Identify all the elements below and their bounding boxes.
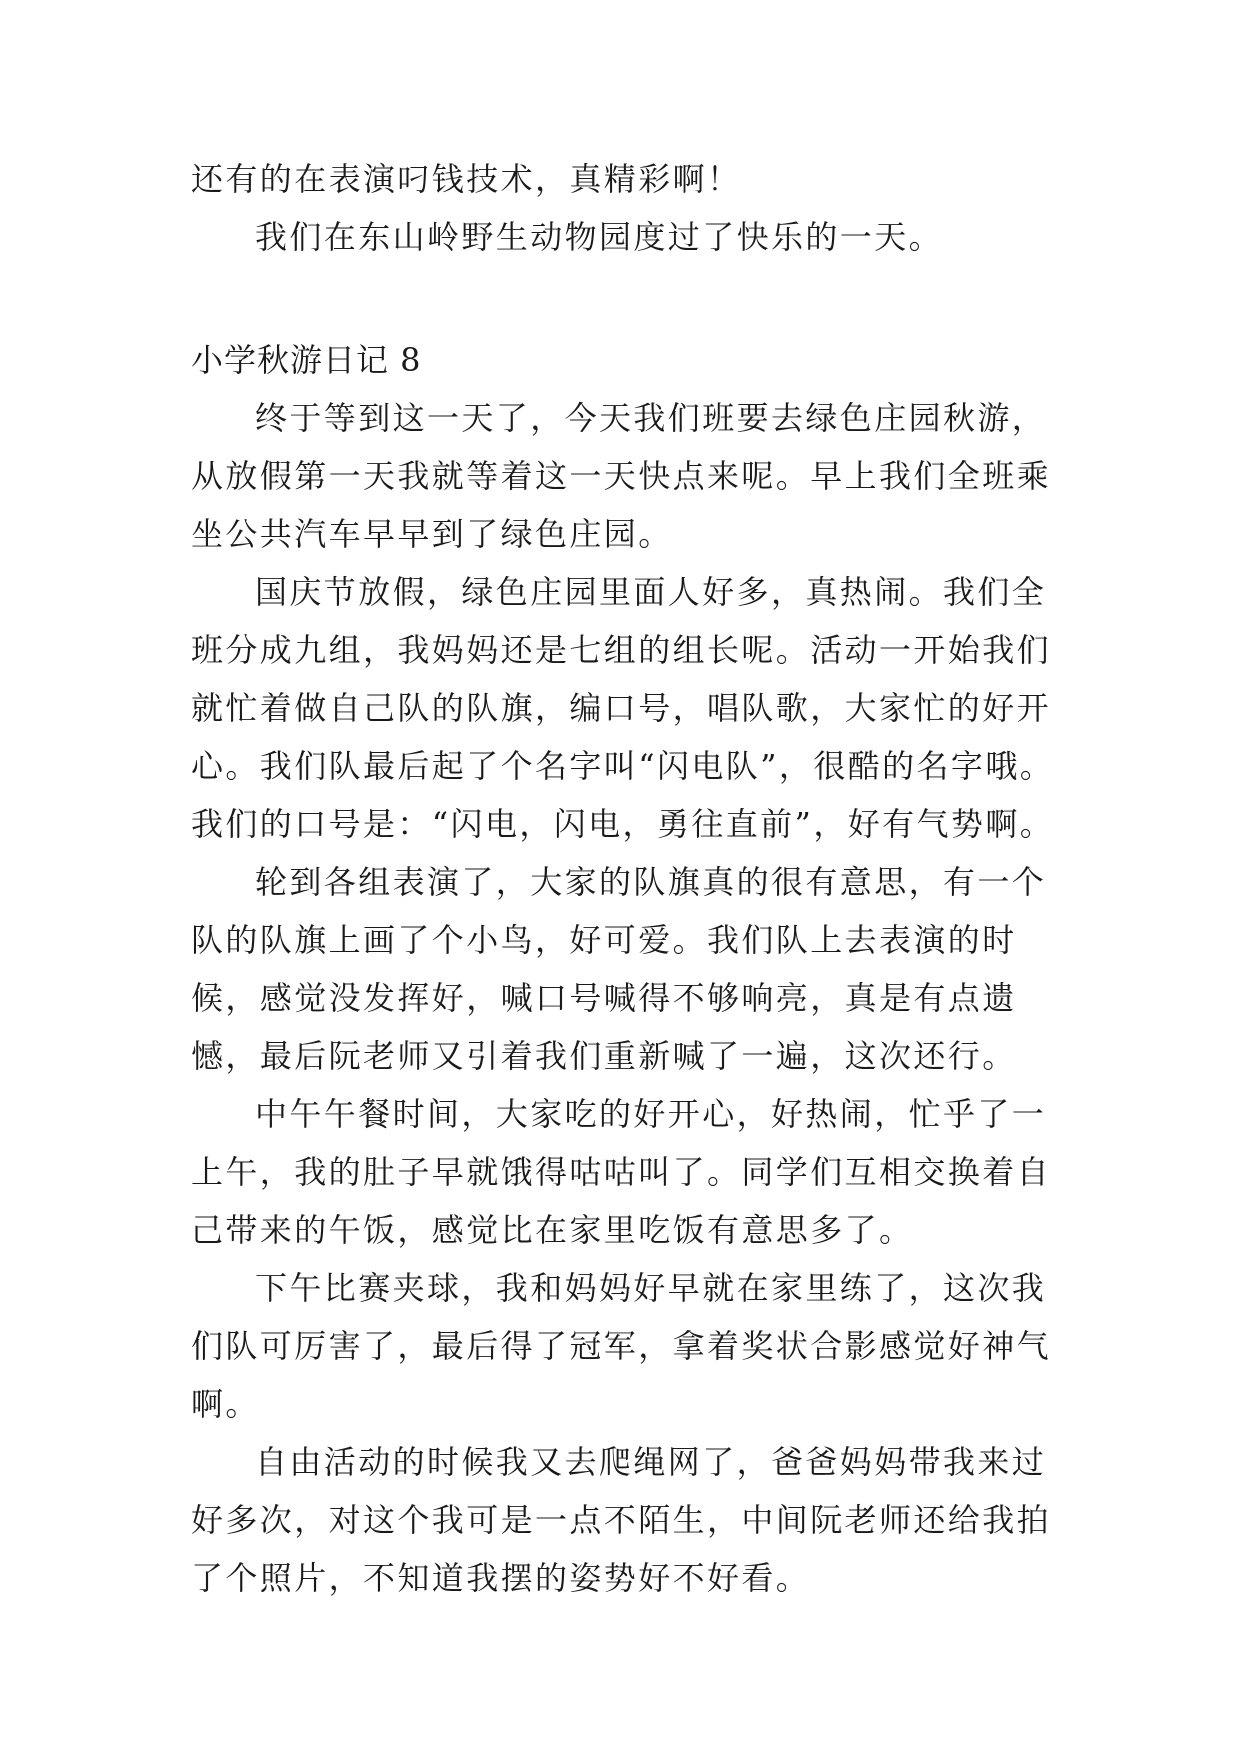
section-title: 小学秋游日记 8 — [191, 341, 422, 379]
body-paragraph: 终于等到这一天了，今天我们班要去绿色庄园秋游，从放假第一天我就等着这一天快点来呢。早上我们全班乘坐公共汽车早早到了绿色庄园。 — [191, 399, 1052, 553]
body-paragraph: 国庆节放假，绿色庄园里面人好多，真热闹。我们全班分成九组，我妈妈还是七组的组长呢。活动一开始我们就忙着做自己队的队旗，编口号，唱队歌，大家忙的好开心。我们队最后起了个名字叫“闪电队”，很酷的名字哦。我们的口号是：“闪电，闪电，勇往直前”，好有气势啊。 — [191, 573, 1055, 843]
body-paragraph: 自由活动的时候我又去爬绳网了，爸爸妈妈带我来过好多次，对这个我可是一点不陌生，中间阮老师还给我拍了个照片，不知道我摆的姿势好不好看。 — [191, 1443, 1052, 1597]
body-paragraph: 轮到各组表演了，大家的队旗真的很有意思，有一个队的队旗上画了个小鸟，好可爱。我们队上去表演的时候，感觉没发挥好，喊口号喊得不够响亮，真是有点遗憾，最后阮老师又引着我们重新喊了一遍，这次还行。 — [191, 863, 1047, 1075]
body-paragraph: 中午午餐时间，大家吃的好开心，好热闹，忙乎了一上午，我的肚子早就饿得咕咕叫了。同学们互相交换着自己带来的午饭，感觉比在家里吃饭有意思多了。 — [191, 1095, 1052, 1249]
continuation-paragraph: 我们在东山岭野生动物园度过了快乐的一天。 — [255, 218, 944, 256]
diary-body — [191, 389, 1061, 1607]
continuation-paragraph: 还有的在表演叼钱技术，真精彩啊！ — [191, 160, 742, 198]
body-paragraph: 下午比赛夹球，我和妈妈好早就在家里练了，这次我们队可厉害了，最后得了冠军，拿着奖状合影感觉好神气啊。 — [191, 1269, 1052, 1423]
continuation-block — [191, 150, 1061, 266]
